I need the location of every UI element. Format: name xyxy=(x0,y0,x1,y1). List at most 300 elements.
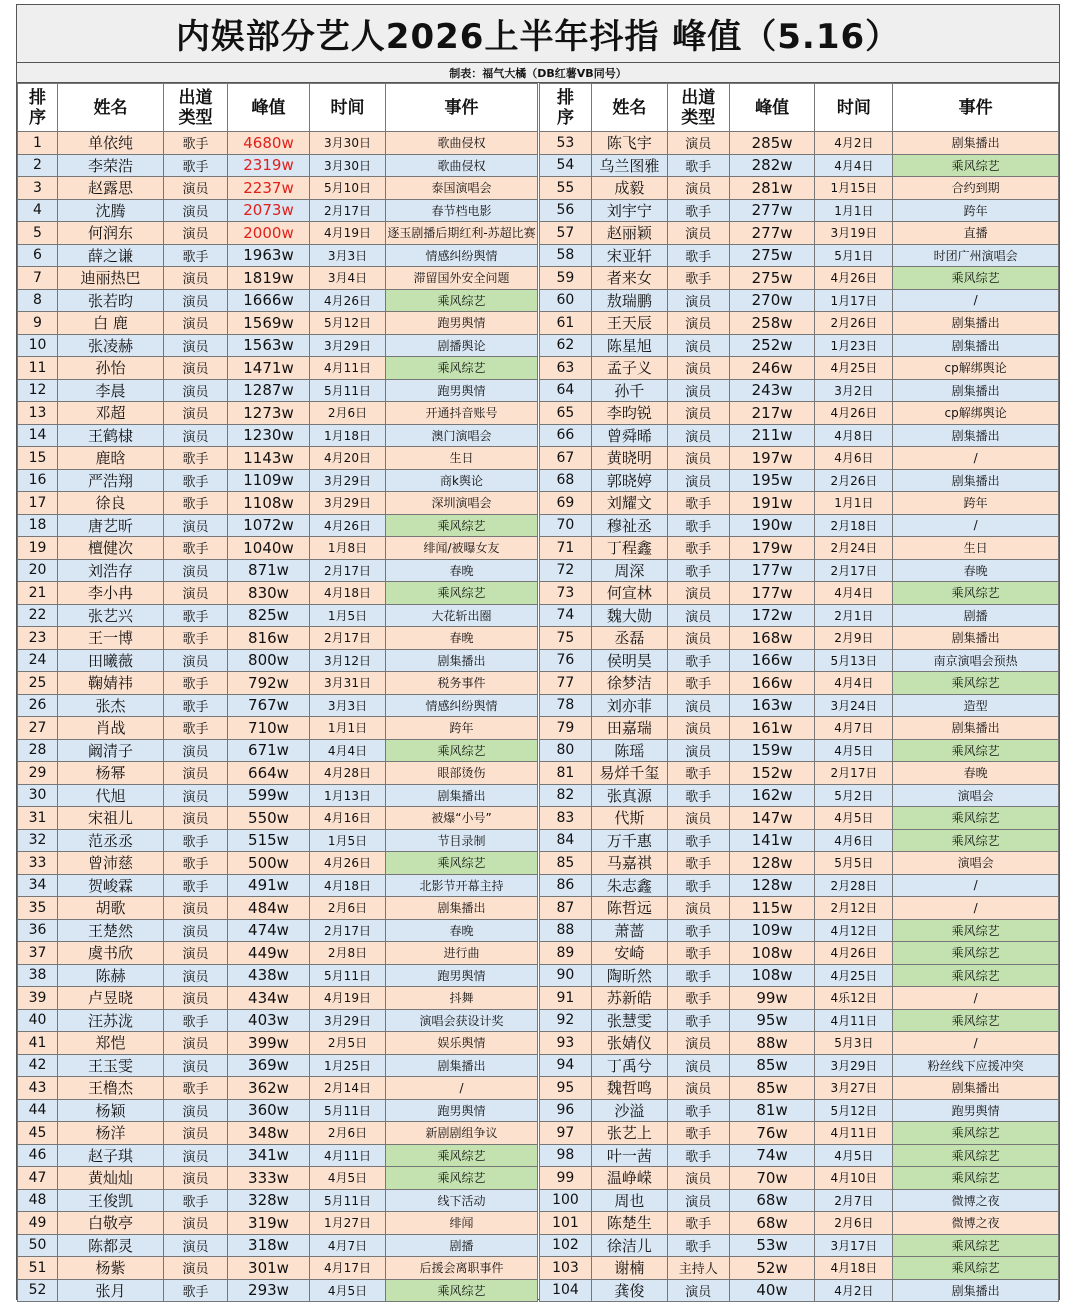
peak-cell: 318w xyxy=(228,1234,310,1257)
rank-cell: 14 xyxy=(18,424,58,447)
name-cell: 阚清子 xyxy=(58,739,164,762)
peak-cell: 1287w xyxy=(228,379,310,402)
table-row xyxy=(540,874,1059,897)
date-cell: 2月28日 xyxy=(815,874,893,897)
peak-cell: 40w xyxy=(729,1279,815,1302)
date-cell: 3月3日 xyxy=(310,244,386,267)
name-cell: 张艺兴 xyxy=(58,604,164,627)
event-cell: 粉丝线下应援冲突 xyxy=(893,1054,1059,1077)
name-cell: 侯明昊 xyxy=(591,649,667,672)
table-row xyxy=(540,402,1059,425)
peak-cell: 1040w xyxy=(228,537,310,560)
date-cell: 4月7日 xyxy=(815,717,893,740)
name-cell: 黄晓明 xyxy=(591,447,667,470)
event-cell: 跨年 xyxy=(386,717,538,740)
date-cell: 5月1日 xyxy=(815,244,893,267)
rank-cell: 70 xyxy=(540,514,592,537)
table-row xyxy=(540,289,1059,312)
peak-cell: 282w xyxy=(729,154,815,177)
peak-cell: 166w xyxy=(729,672,815,695)
rank-cell: 102 xyxy=(540,1234,592,1257)
rank-cell: 94 xyxy=(540,1054,592,1077)
rank-cell: 97 xyxy=(540,1122,592,1145)
peak-cell: 68w xyxy=(729,1189,815,1212)
debut-type-cell: 歌手 xyxy=(667,1234,729,1257)
rank-cell: 78 xyxy=(540,694,592,717)
table-header-row xyxy=(18,84,538,132)
name-cell: 魏哲鸣 xyxy=(591,1077,667,1100)
debut-type-cell: 歌手 xyxy=(667,852,729,875)
name-cell: 陈都灵 xyxy=(58,1234,164,1257)
event-cell: 绯闻 xyxy=(386,1212,538,1235)
event-cell: 跨年 xyxy=(893,492,1059,515)
event-cell: 南京演唱会预热 xyxy=(893,649,1059,672)
name-cell: 李荣浩 xyxy=(58,154,164,177)
rank-cell: 25 xyxy=(18,672,58,695)
debut-type-cell: 演员 xyxy=(667,289,729,312)
name-cell: 张婧仪 xyxy=(591,1032,667,1055)
event-cell: / xyxy=(893,1032,1059,1055)
table-row xyxy=(18,672,538,695)
date-cell: 2月17日 xyxy=(310,199,386,222)
peak-cell: 369w xyxy=(228,1054,310,1077)
name-cell: 曾沛慈 xyxy=(58,852,164,875)
table-row xyxy=(18,514,538,537)
debut-type-cell: 演员 xyxy=(164,784,228,807)
date-cell: 4月16日 xyxy=(310,807,386,830)
name-cell: 周深 xyxy=(591,559,667,582)
table-row xyxy=(18,1234,538,1257)
header-rank: 排 序 xyxy=(18,84,58,132)
date-cell: 4月11日 xyxy=(815,1009,893,1032)
name-cell: 宋祖儿 xyxy=(58,807,164,830)
debut-type-cell: 演员 xyxy=(164,1144,228,1167)
rank-cell: 33 xyxy=(18,852,58,875)
rank-cell: 2 xyxy=(18,154,58,177)
date-cell: 2月17日 xyxy=(310,559,386,582)
event-cell: 剧集播出 xyxy=(893,1077,1059,1100)
debut-type-cell: 演员 xyxy=(164,1257,228,1280)
rank-cell: 82 xyxy=(540,784,592,807)
rank-cell: 88 xyxy=(540,919,592,942)
peak-cell: 1273w xyxy=(228,402,310,425)
peak-cell: 277w xyxy=(729,199,815,222)
date-cell: 5月10日 xyxy=(310,177,386,200)
peak-cell: 792w xyxy=(228,672,310,695)
name-cell: 陶昕然 xyxy=(591,964,667,987)
rank-cell: 41 xyxy=(18,1032,58,1055)
event-cell: 跑男舆情 xyxy=(893,1099,1059,1122)
date-cell: 4月17日 xyxy=(310,1257,386,1280)
event-cell: 北影节开幕主持 xyxy=(386,874,538,897)
name-cell: 丁禹兮 xyxy=(591,1054,667,1077)
table-row xyxy=(540,132,1059,155)
date-cell: 4月25日 xyxy=(815,357,893,380)
name-cell: 张若昀 xyxy=(58,289,164,312)
rank-cell: 64 xyxy=(540,379,592,402)
date-cell: 4月26日 xyxy=(815,942,893,965)
debut-type-cell: 歌手 xyxy=(164,694,228,717)
table-row xyxy=(540,942,1059,965)
rank-cell: 22 xyxy=(18,604,58,627)
table-row xyxy=(18,267,538,290)
event-cell: 剧集播出 xyxy=(893,424,1059,447)
event-cell: 春晚 xyxy=(893,559,1059,582)
debut-type-cell: 歌手 xyxy=(667,762,729,785)
rank-cell: 29 xyxy=(18,762,58,785)
rank-cell: 46 xyxy=(18,1144,58,1167)
debut-type-cell: 歌手 xyxy=(667,537,729,560)
name-cell: 张杰 xyxy=(58,694,164,717)
date-cell: 4月11日 xyxy=(310,357,386,380)
rank-cell: 83 xyxy=(540,807,592,830)
date-cell: 5月11日 xyxy=(310,1189,386,1212)
date-cell: 2月14日 xyxy=(310,1077,386,1100)
peak-cell: 1108w xyxy=(228,492,310,515)
table-row xyxy=(18,987,538,1010)
debut-type-cell: 演员 xyxy=(164,762,228,785)
peak-cell: 217w xyxy=(729,402,815,425)
rank-cell: 44 xyxy=(18,1099,58,1122)
table-row xyxy=(18,1054,538,1077)
header-date: 时间 xyxy=(815,84,893,132)
peak-cell: 128w xyxy=(729,874,815,897)
debut-type-cell: 歌手 xyxy=(164,537,228,560)
date-cell: 4月19日 xyxy=(310,222,386,245)
name-cell: 何润东 xyxy=(58,222,164,245)
debut-type-cell: 演员 xyxy=(667,334,729,357)
peak-cell: 68w xyxy=(729,1212,815,1235)
peak-cell: 85w xyxy=(729,1054,815,1077)
peak-cell: 341w xyxy=(228,1144,310,1167)
table-row xyxy=(18,1009,538,1032)
date-cell: 5月12日 xyxy=(310,312,386,335)
table-row xyxy=(18,807,538,830)
table-row xyxy=(18,1257,538,1280)
date-cell: 3月29日 xyxy=(310,1009,386,1032)
event-cell: 线下活动 xyxy=(386,1189,538,1212)
name-cell: 丁程鑫 xyxy=(591,537,667,560)
event-cell: 春晚 xyxy=(386,559,538,582)
table-row xyxy=(18,447,538,470)
name-cell: 者来女 xyxy=(591,267,667,290)
name-cell: 迪丽热巴 xyxy=(58,267,164,290)
event-cell: 乘风综艺 xyxy=(893,942,1059,965)
debut-type-cell: 歌手 xyxy=(667,267,729,290)
debut-type-cell: 演员 xyxy=(164,1167,228,1190)
name-cell: 成毅 xyxy=(591,177,667,200)
table-row xyxy=(18,627,538,650)
debut-type-cell: 歌手 xyxy=(667,942,729,965)
date-cell: 3月29日 xyxy=(310,334,386,357)
peak-cell: 277w xyxy=(729,222,815,245)
event-cell: 春晚 xyxy=(386,627,538,650)
event-cell: 泰国演唱会 xyxy=(386,177,538,200)
date-cell: 3月2日 xyxy=(815,379,893,402)
event-cell: 造型 xyxy=(893,694,1059,717)
peak-cell: 710w xyxy=(228,717,310,740)
peak-cell: 195w xyxy=(729,469,815,492)
rank-cell: 4 xyxy=(18,199,58,222)
name-cell: 萧蔷 xyxy=(591,919,667,942)
table-row xyxy=(18,1122,538,1145)
table-row xyxy=(18,1279,538,1302)
ranking-sheet xyxy=(16,4,1060,1300)
peak-cell: 333w xyxy=(228,1167,310,1190)
date-cell: 4月5日 xyxy=(310,1279,386,1302)
debut-type-cell: 演员 xyxy=(667,402,729,425)
rank-cell: 103 xyxy=(540,1257,592,1280)
table-row xyxy=(540,987,1059,1010)
event-cell: 春晚 xyxy=(893,762,1059,785)
name-cell: 宋亚轩 xyxy=(591,244,667,267)
peak-cell: 76w xyxy=(729,1122,815,1145)
rank-cell: 87 xyxy=(540,897,592,920)
table-row xyxy=(18,1167,538,1190)
debut-type-cell: 演员 xyxy=(164,1099,228,1122)
debut-type-cell: 主持人 xyxy=(667,1257,729,1280)
date-cell: 2月6日 xyxy=(310,402,386,425)
debut-type-cell: 歌手 xyxy=(667,154,729,177)
table-row xyxy=(18,1077,538,1100)
table-row xyxy=(540,514,1059,537)
debut-type-cell: 演员 xyxy=(164,267,228,290)
name-cell: 杨紫 xyxy=(58,1257,164,1280)
event-cell: 春节档电影 xyxy=(386,199,538,222)
table-row xyxy=(18,424,538,447)
name-cell: 孟子义 xyxy=(591,357,667,380)
event-cell: 跑男舆情 xyxy=(386,964,538,987)
peak-cell: 275w xyxy=(729,244,815,267)
event-cell: 乘风综艺 xyxy=(386,1167,538,1190)
debut-type-cell: 歌手 xyxy=(164,627,228,650)
peak-cell: 95w xyxy=(729,1009,815,1032)
event-cell: 情感纠纷舆情 xyxy=(386,244,538,267)
date-cell: 5月3日 xyxy=(815,1032,893,1055)
rank-cell: 66 xyxy=(540,424,592,447)
table-row xyxy=(540,334,1059,357)
event-cell: 深圳演唱会 xyxy=(386,492,538,515)
name-cell: 杨洋 xyxy=(58,1122,164,1145)
date-cell: 4月5日 xyxy=(310,1167,386,1190)
table-row xyxy=(18,784,538,807)
name-cell: 陈飞宇 xyxy=(591,132,667,155)
table-row xyxy=(18,132,538,155)
peak-cell: 2237w xyxy=(228,177,310,200)
name-cell: 王鹤棣 xyxy=(58,424,164,447)
peak-cell: 275w xyxy=(729,267,815,290)
rank-cell: 16 xyxy=(18,469,58,492)
peak-cell: 85w xyxy=(729,1077,815,1100)
debut-type-cell: 歌手 xyxy=(667,1122,729,1145)
name-cell: 王楚然 xyxy=(58,919,164,942)
header-debut-type: 出道 类型 xyxy=(164,84,228,132)
event-cell: 生日 xyxy=(893,537,1059,560)
date-cell: 2月26日 xyxy=(815,312,893,335)
debut-type-cell: 演员 xyxy=(667,717,729,740)
name-cell: 沙溢 xyxy=(591,1099,667,1122)
date-cell: 2月8日 xyxy=(310,942,386,965)
date-cell: 4月26日 xyxy=(310,289,386,312)
peak-cell: 403w xyxy=(228,1009,310,1032)
debut-type-cell: 演员 xyxy=(164,222,228,245)
debut-type-cell: 演员 xyxy=(667,424,729,447)
date-cell: 4月6日 xyxy=(815,447,893,470)
table-row xyxy=(18,357,538,380)
debut-type-cell: 歌手 xyxy=(667,919,729,942)
table-row xyxy=(18,1144,538,1167)
peak-cell: 1471w xyxy=(228,357,310,380)
name-cell: 王天辰 xyxy=(591,312,667,335)
table-row xyxy=(540,1077,1059,1100)
peak-cell: 163w xyxy=(729,694,815,717)
debut-type-cell: 歌手 xyxy=(667,784,729,807)
peak-cell: 825w xyxy=(228,604,310,627)
table-row xyxy=(540,447,1059,470)
event-cell: 逐玉剧播后期红利-苏超比赛 xyxy=(386,222,538,245)
table-row xyxy=(18,874,538,897)
date-cell: 4月18日 xyxy=(310,874,386,897)
name-cell: 王俊凯 xyxy=(58,1189,164,1212)
name-cell: 朱志鑫 xyxy=(591,874,667,897)
table-row xyxy=(18,244,538,267)
peak-cell: 88w xyxy=(729,1032,815,1055)
event-cell: / xyxy=(386,1077,538,1100)
event-cell: 时团广州演唱会 xyxy=(893,244,1059,267)
debut-type-cell: 歌手 xyxy=(667,492,729,515)
rank-cell: 42 xyxy=(18,1054,58,1077)
date-cell: 1月25日 xyxy=(310,1054,386,1077)
rank-cell: 21 xyxy=(18,582,58,605)
date-cell: 4月5日 xyxy=(815,739,893,762)
table-row xyxy=(540,1279,1059,1302)
rank-cell: 13 xyxy=(18,402,58,425)
table-row xyxy=(540,357,1059,380)
name-cell: 白敬亭 xyxy=(58,1212,164,1235)
peak-cell: 399w xyxy=(228,1032,310,1055)
date-cell: 2月7日 xyxy=(815,1189,893,1212)
peak-cell: 4680w xyxy=(228,132,310,155)
table-row xyxy=(18,604,538,627)
event-cell: 剧集播出 xyxy=(893,627,1059,650)
rank-cell: 9 xyxy=(18,312,58,335)
peak-cell: 2073w xyxy=(228,199,310,222)
event-cell: 剧集播出 xyxy=(893,469,1059,492)
debut-type-cell: 歌手 xyxy=(667,964,729,987)
date-cell: 4月2日 xyxy=(815,1279,893,1302)
name-cell: 郑恺 xyxy=(58,1032,164,1055)
event-cell: 大花斩出圈 xyxy=(386,604,538,627)
rank-cell: 60 xyxy=(540,289,592,312)
debut-type-cell: 演员 xyxy=(164,1122,228,1145)
date-cell: 4月4日 xyxy=(815,582,893,605)
peak-cell: 800w xyxy=(228,649,310,672)
debut-type-cell: 歌手 xyxy=(667,244,729,267)
date-cell: 4月26日 xyxy=(815,402,893,425)
table-row xyxy=(540,582,1059,605)
table-row xyxy=(540,964,1059,987)
debut-type-cell: 演员 xyxy=(667,1054,729,1077)
rank-cell: 59 xyxy=(540,267,592,290)
rank-cell: 86 xyxy=(540,874,592,897)
event-cell: 歌曲侵权 xyxy=(386,154,538,177)
header-debut-type: 出道 类型 xyxy=(667,84,729,132)
table-row xyxy=(540,717,1059,740)
event-cell: 合约到期 xyxy=(893,177,1059,200)
name-cell: 易烊千玺 xyxy=(591,762,667,785)
rank-cell: 40 xyxy=(18,1009,58,1032)
name-cell: 王玉雯 xyxy=(58,1054,164,1077)
date-cell: 2月12日 xyxy=(815,897,893,920)
date-cell: 4月6日 xyxy=(815,829,893,852)
table-row xyxy=(18,717,538,740)
event-cell: 澳门演唱会 xyxy=(386,424,538,447)
table-row xyxy=(540,424,1059,447)
date-cell: 5月11日 xyxy=(310,379,386,402)
peak-cell: 449w xyxy=(228,942,310,965)
rank-cell: 63 xyxy=(540,357,592,380)
debut-type-cell: 演员 xyxy=(164,334,228,357)
name-cell: 鞠婧祎 xyxy=(58,672,164,695)
event-cell: 后援会离职事件 xyxy=(386,1257,538,1280)
peak-cell: 166w xyxy=(729,649,815,672)
rank-cell: 18 xyxy=(18,514,58,537)
name-cell: 田嘉瑞 xyxy=(591,717,667,740)
event-cell: 剧集播出 xyxy=(386,649,538,672)
rank-cell: 12 xyxy=(18,379,58,402)
table-row xyxy=(540,604,1059,627)
date-cell: 1月5日 xyxy=(310,829,386,852)
date-cell: 1月17日 xyxy=(815,289,893,312)
date-cell: 2月17日 xyxy=(310,627,386,650)
name-cell: 刘亦菲 xyxy=(591,694,667,717)
peak-cell: 1569w xyxy=(228,312,310,335)
event-cell: 商k舆论 xyxy=(386,469,538,492)
name-cell: 黄灿灿 xyxy=(58,1167,164,1190)
peak-cell: 211w xyxy=(729,424,815,447)
peak-cell: 1666w xyxy=(228,289,310,312)
debut-type-cell: 演员 xyxy=(164,649,228,672)
debut-type-cell: 演员 xyxy=(164,514,228,537)
table-row xyxy=(540,852,1059,875)
date-cell: 2月1日 xyxy=(815,604,893,627)
debut-type-cell: 歌手 xyxy=(667,672,729,695)
debut-type-cell: 演员 xyxy=(667,1189,729,1212)
debut-type-cell: 演员 xyxy=(667,132,729,155)
event-cell: 微博之夜 xyxy=(893,1189,1059,1212)
table-row xyxy=(18,222,538,245)
rank-cell: 57 xyxy=(540,222,592,245)
table-row xyxy=(18,829,538,852)
debut-type-cell: 歌手 xyxy=(667,514,729,537)
name-cell: 檀健次 xyxy=(58,537,164,560)
debut-type-cell: 歌手 xyxy=(164,1077,228,1100)
peak-cell: 190w xyxy=(729,514,815,537)
peak-cell: 816w xyxy=(228,627,310,650)
name-cell: 张月 xyxy=(58,1279,164,1302)
debut-type-cell: 演员 xyxy=(164,942,228,965)
peak-cell: 243w xyxy=(729,379,815,402)
table-row xyxy=(540,1099,1059,1122)
event-cell: 节目录制 xyxy=(386,829,538,852)
rank-cell: 55 xyxy=(540,177,592,200)
rank-cell: 73 xyxy=(540,582,592,605)
event-cell: 乘风综艺 xyxy=(893,739,1059,762)
event-cell: 乘风综艺 xyxy=(893,1122,1059,1145)
event-cell: / xyxy=(893,897,1059,920)
name-cell: 乌兰图雅 xyxy=(591,154,667,177)
name-cell: 孙怡 xyxy=(58,357,164,380)
